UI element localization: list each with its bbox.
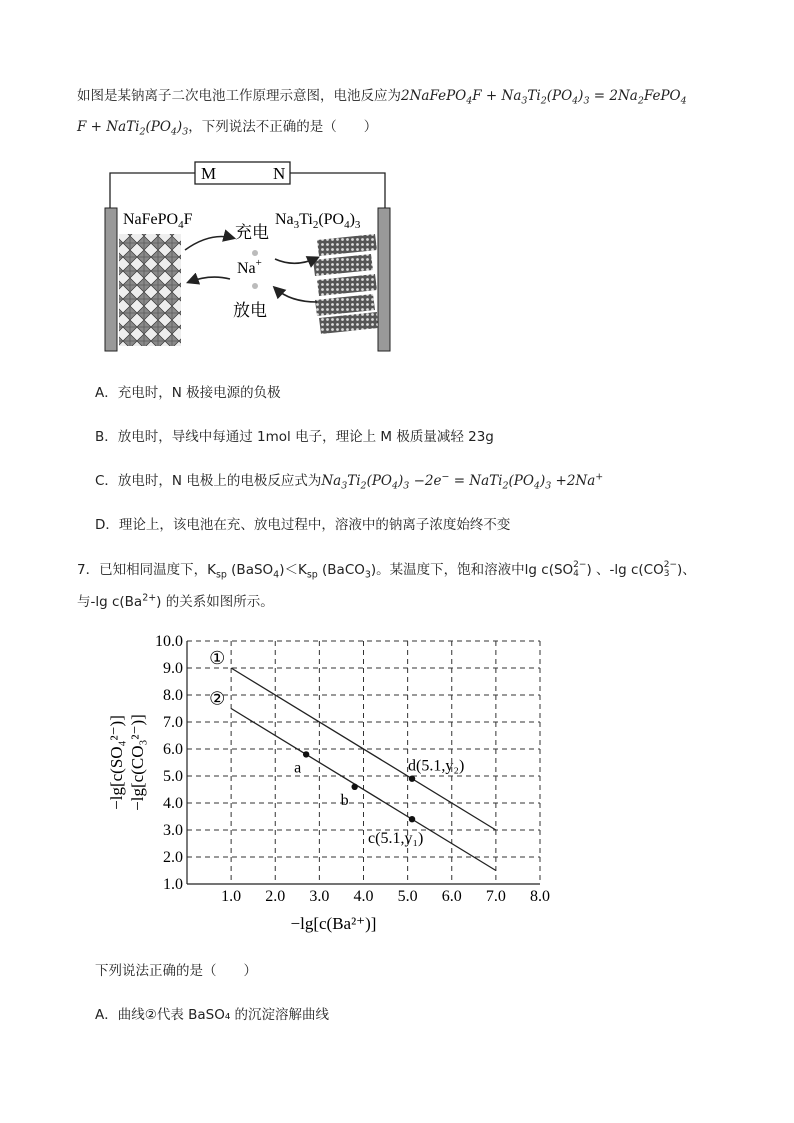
y-tick-label: 9.0 — [163, 660, 183, 677]
x-axis-label: −lg[c(Ba²⁺)] — [290, 914, 377, 933]
x-tick-label: 8.0 — [530, 888, 550, 905]
eq-sub: 4 — [391, 480, 398, 492]
option-c-prefix: C．放电时，N 电极上的电极反应式为 — [95, 473, 322, 489]
y-tick-label: 3.0 — [163, 822, 183, 839]
eq-part: Na — [321, 473, 342, 489]
point-b — [351, 784, 357, 790]
wire-left — [110, 173, 195, 208]
eq-part: (PO — [145, 119, 171, 135]
y-tick-label: 4.0 — [163, 795, 183, 812]
q7-text: (BaCO — [317, 562, 365, 578]
point-d — [409, 776, 415, 782]
charge-label: 充电 — [235, 223, 269, 242]
eq-part: Ti — [527, 88, 541, 104]
point-label-c: c(5.1,y₁) — [368, 830, 424, 848]
q7-text: ) 、-lg c(CO — [586, 562, 664, 578]
q7-stem-line1 — [77, 558, 696, 581]
m-label: M — [201, 164, 217, 183]
q7-text: 与-lg c(Ba — [77, 594, 143, 610]
q7-text: ) 的关系如图所示。 — [156, 594, 274, 610]
eq-part: (PO — [508, 473, 534, 489]
series-label-2: ② — [209, 688, 226, 709]
q6-stem-line2 — [77, 115, 377, 138]
q7-option-a[interactable]: A．曲线②代表 BaSO₄ 的沉淀溶解曲线 — [95, 1007, 330, 1023]
na-ion-label: Na+ — [237, 257, 262, 277]
point-label-b: b — [340, 791, 349, 809]
co3-charge — [664, 561, 677, 579]
co3-sup: 2− — [663, 560, 678, 570]
eq-sub: 4 — [170, 126, 177, 138]
eq-part: ) — [176, 119, 183, 135]
x-tick-label: 3.0 — [309, 888, 330, 905]
eq-sup: − — [441, 471, 450, 483]
y-tick-label: 6.0 — [163, 741, 183, 758]
charge-arrow-left — [185, 237, 233, 251]
eq-sub: 3 — [583, 95, 590, 107]
so4-sub: 4 — [573, 569, 579, 579]
formula-sub: 4 — [273, 569, 280, 581]
x-tick-label: 6.0 — [441, 888, 462, 905]
x-tick-label: 1.0 — [221, 888, 242, 905]
series-label-1: ① — [209, 648, 226, 668]
q6-option-d[interactable]: D．理论上，该电池在充、放电过程中，溶液中的钠离子浓度始终不变 — [95, 517, 511, 533]
x-tick-label: 4.0 — [353, 888, 374, 905]
y-tick-label: 7.0 — [163, 714, 183, 731]
eq-part: FePO — [643, 88, 681, 104]
eq-sub: 4 — [572, 95, 579, 107]
na-ion-dot — [252, 283, 258, 289]
eq-sub: 3 — [521, 95, 528, 107]
q6-stem-text: 如图是某钠离子二次电池工作原理示意图，电池反应为 — [77, 88, 401, 104]
q7-stem-line2 — [77, 590, 274, 610]
y-tick-label: 10.0 — [155, 633, 183, 650]
x-tick-label: 7.0 — [485, 888, 506, 905]
eq-sub: 4 — [466, 95, 473, 107]
eq-sub: 2 — [637, 95, 644, 107]
so4-charge — [573, 561, 586, 579]
eq-part: = NaTi — [449, 473, 503, 489]
q7-text: )＜K — [279, 562, 307, 578]
eq-part: ) — [578, 88, 584, 104]
eq-part: −2e — [409, 473, 442, 489]
point-a — [303, 751, 309, 757]
battery-diagram — [95, 152, 415, 357]
y-axis-label-1: −lg[c(SO₄²⁻)] — [107, 715, 126, 810]
nafepo4f-crystal — [119, 234, 181, 346]
eq-part: F + NaTi — [77, 119, 140, 135]
y-axis-label-2: −lg[c(CO₃²⁻)] — [128, 714, 147, 811]
charge-arrow-right — [275, 258, 317, 263]
q6-option-a[interactable]: A．充电时，N 极接电源的负极 — [95, 385, 281, 401]
q7-text: )、 — [677, 562, 696, 578]
discharge-arrow-left — [189, 277, 230, 282]
point-c — [409, 816, 415, 822]
left-electrode-label: NaFePO$_4$F — [123, 211, 193, 231]
ksp-sub: sp — [215, 569, 227, 581]
eq-part: ) — [539, 473, 546, 489]
q6-option-b[interactable]: B．放电时，导线中每通过 1mol 电子，理论上 M 极质量减轻 23g — [95, 429, 494, 445]
eq-part: ) — [398, 473, 404, 489]
y-tick-label: 2.0 — [163, 849, 183, 866]
ksp-sub: sp — [306, 569, 318, 581]
eq-sub: 3 — [182, 126, 189, 138]
q7-text: 7．已知相同温度下，K — [77, 562, 216, 578]
eq-part: (PO — [366, 473, 392, 489]
eq-sub: 3 — [403, 480, 410, 492]
x-tick-label: 5.0 — [397, 888, 418, 905]
electrode-n — [378, 208, 390, 351]
eq-sub: 3 — [341, 480, 348, 492]
discharge-arrow-right — [275, 288, 317, 302]
eq-sub: 3 — [545, 480, 552, 492]
eq-sub: 2 — [502, 480, 509, 492]
formula-sub: 3 — [364, 569, 371, 581]
eq-sub: 4 — [680, 95, 687, 107]
eq-part: 2NaFePO — [401, 88, 467, 104]
electrode-m — [105, 208, 117, 351]
q7-text: (BaSO — [226, 562, 274, 578]
q6-stem-tail: ，下列说法不正确的是（ ） — [188, 119, 378, 135]
eq-part: F + Na — [472, 88, 522, 104]
y-tick-label: 1.0 — [163, 876, 183, 893]
y-tick-label: 5.0 — [163, 768, 183, 785]
right-electrode-label: $Na_3Ti_2(PO_4)_3$ — [275, 211, 361, 231]
eq-part: Ti — [347, 473, 361, 489]
n-label: N — [273, 164, 286, 183]
eq-sub: 2 — [139, 126, 146, 138]
so4-sup: 2− — [573, 560, 587, 570]
x-tick-label: 2.0 — [265, 888, 286, 905]
ba-sup: 2+ — [142, 592, 157, 604]
q7-question: 下列说法正确的是（ ） — [95, 963, 257, 979]
discharge-label: 放电 — [233, 301, 267, 320]
eq-sub: 2 — [360, 480, 367, 492]
point-label-a: a — [294, 759, 302, 777]
q6-option-c[interactable] — [95, 469, 603, 492]
wire-right — [290, 173, 385, 208]
point-label-d: d(5.1,y₂) — [408, 757, 465, 775]
y-tick-label: 8.0 — [163, 687, 183, 704]
eq-sup: + — [595, 471, 604, 483]
q6-stem-line1 — [77, 84, 687, 107]
na3ti2po43-layers — [313, 234, 378, 334]
co3-sub: 3 — [663, 569, 670, 579]
eq-sub: 2 — [540, 95, 547, 107]
eq-part: = 2Na — [589, 88, 638, 104]
eq-part: +2Na — [551, 473, 596, 489]
eq-sub: 4 — [533, 480, 540, 492]
na-ion-dot — [252, 250, 258, 256]
q7-text: )。某温度下，饱和溶液中lg c(SO — [370, 562, 574, 578]
solubility-chart — [100, 628, 560, 938]
eq-part: (PO — [546, 88, 573, 104]
